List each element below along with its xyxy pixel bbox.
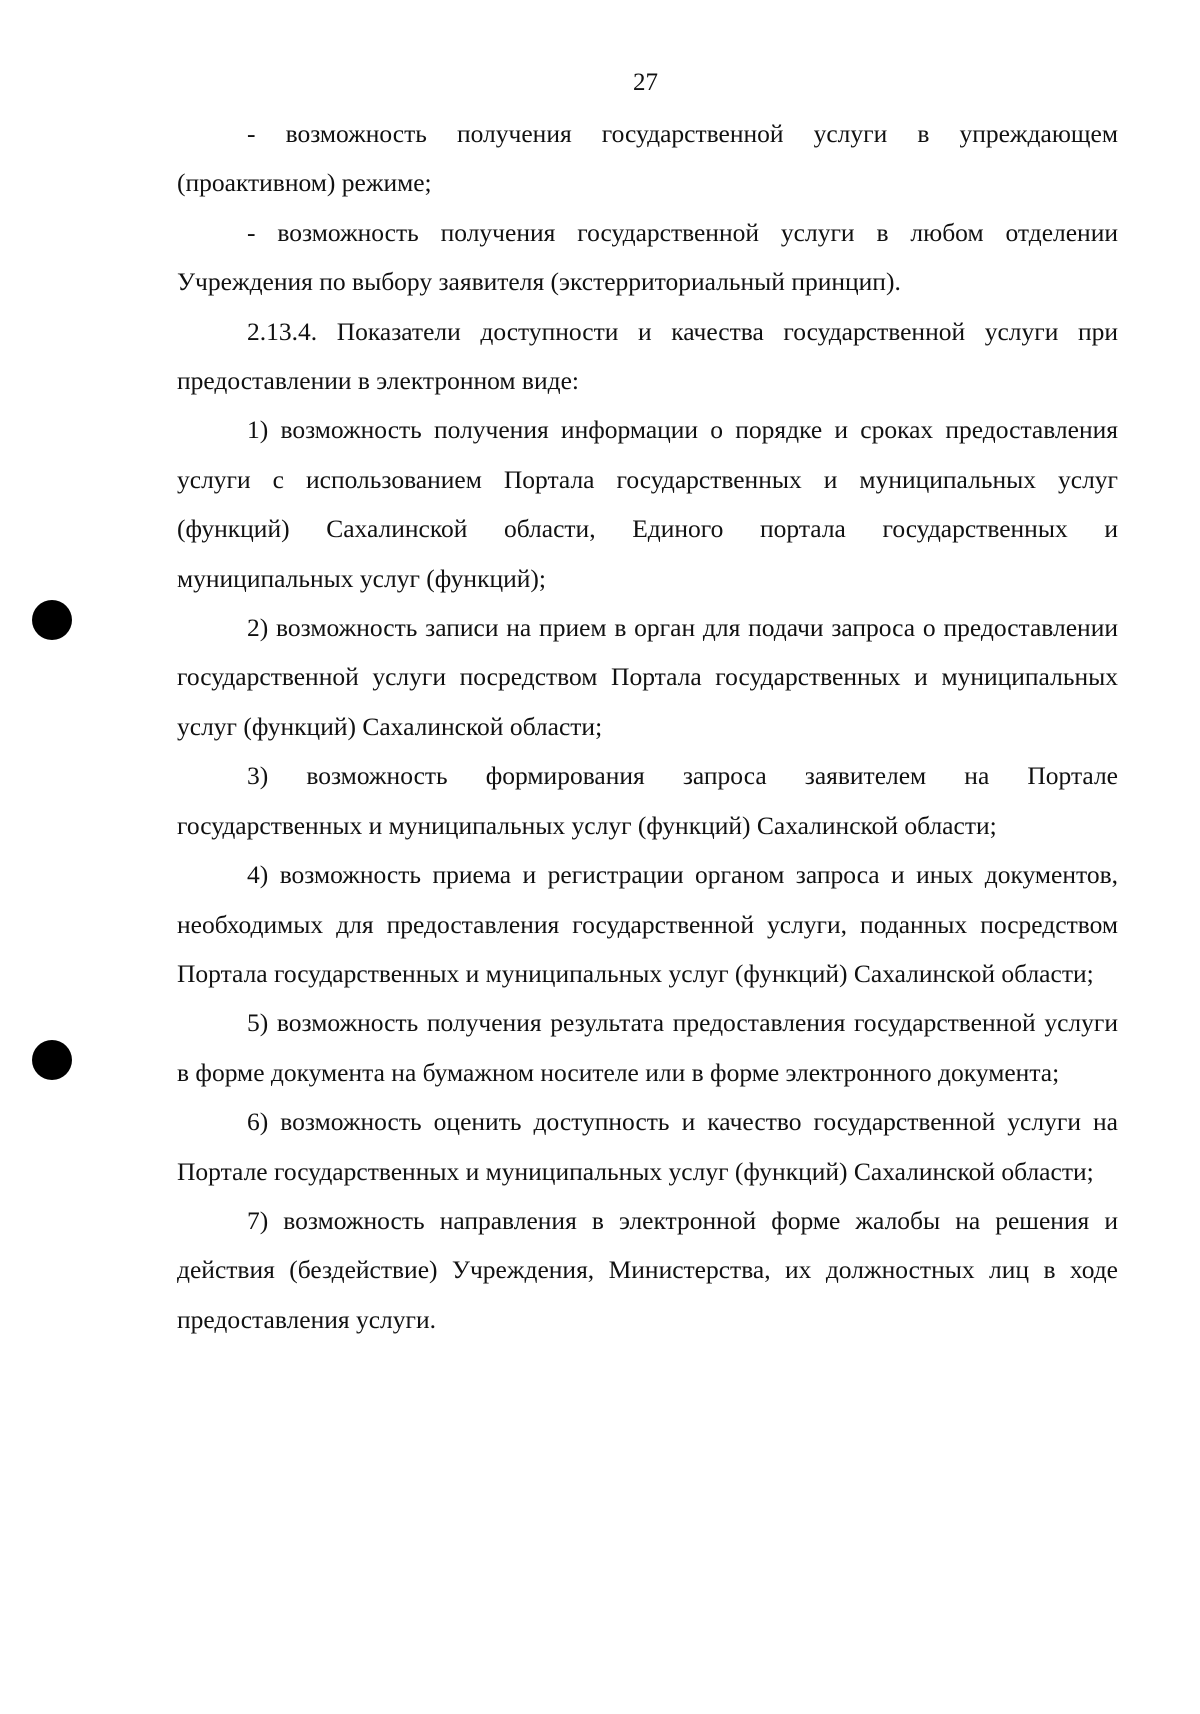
page-number: 27 [633, 69, 658, 96]
list-item-7: 7) возможность направления в электронной форме жалобы на решения и действия (бездействие) Учреждения, Министерства, их должностных лиц в ходе предоставления услуги. [177, 1205, 1118, 1334]
paragraph-extraterritorial: - возможность получения государственной услуги в любом отделении Учреждения по выбору заявителя (экстерриториальный принцип). [177, 217, 1118, 297]
paragraph-proactive-mode: - возможность получения государственной услуги в упреждающем (проактивном) режиме; [177, 119, 1118, 198]
list-item-6: 6) возможность оценить доступность и качество государственной услуги на Портале государственных и муниципальных услуг (функций) Сахалинской области; [177, 1107, 1118, 1186]
list-item-2: 2) возможность записи на прием в орган для подачи запроса о предоставлении государственной услуги посредством Портала государственных и муниципальных услуг (функций) Сахалинской области; [177, 613, 1118, 741]
punch-hole-mark [32, 600, 72, 640]
list-item-4: 4) возможность приема и регистрации органом запроса и иных документов, необходимых для предоставления государственной услуги, поданных посредством Портала государственных и муниципальных услуг (функций) Сахалинской области; [177, 860, 1118, 988]
document-body [177, 109, 1118, 1344]
list-item-1: 1) возможность получения информации о порядке и сроках предоставления услуги с использованием Портала государственных и муниципальных услуг (функций) Сахалинской области, Единого портала государственных и муниципальных услуг (функций); [177, 415, 1118, 593]
paragraph-section-2-13-4: 2.13.4. Показатели доступности и качества государственной услуги при предоставлении в электронном виде: [177, 316, 1118, 396]
list-item-3: 3) возможность формирования запроса заявителем на Портале государственных и муниципальных услуг (функций) Сахалинской области; [177, 761, 1118, 840]
punch-hole-mark [32, 1040, 72, 1080]
list-item-5: 5) возможность получения результата предоставления государственной услуги в форме документа на бумажном носителе или в форме электронного документа; [177, 1008, 1118, 1087]
